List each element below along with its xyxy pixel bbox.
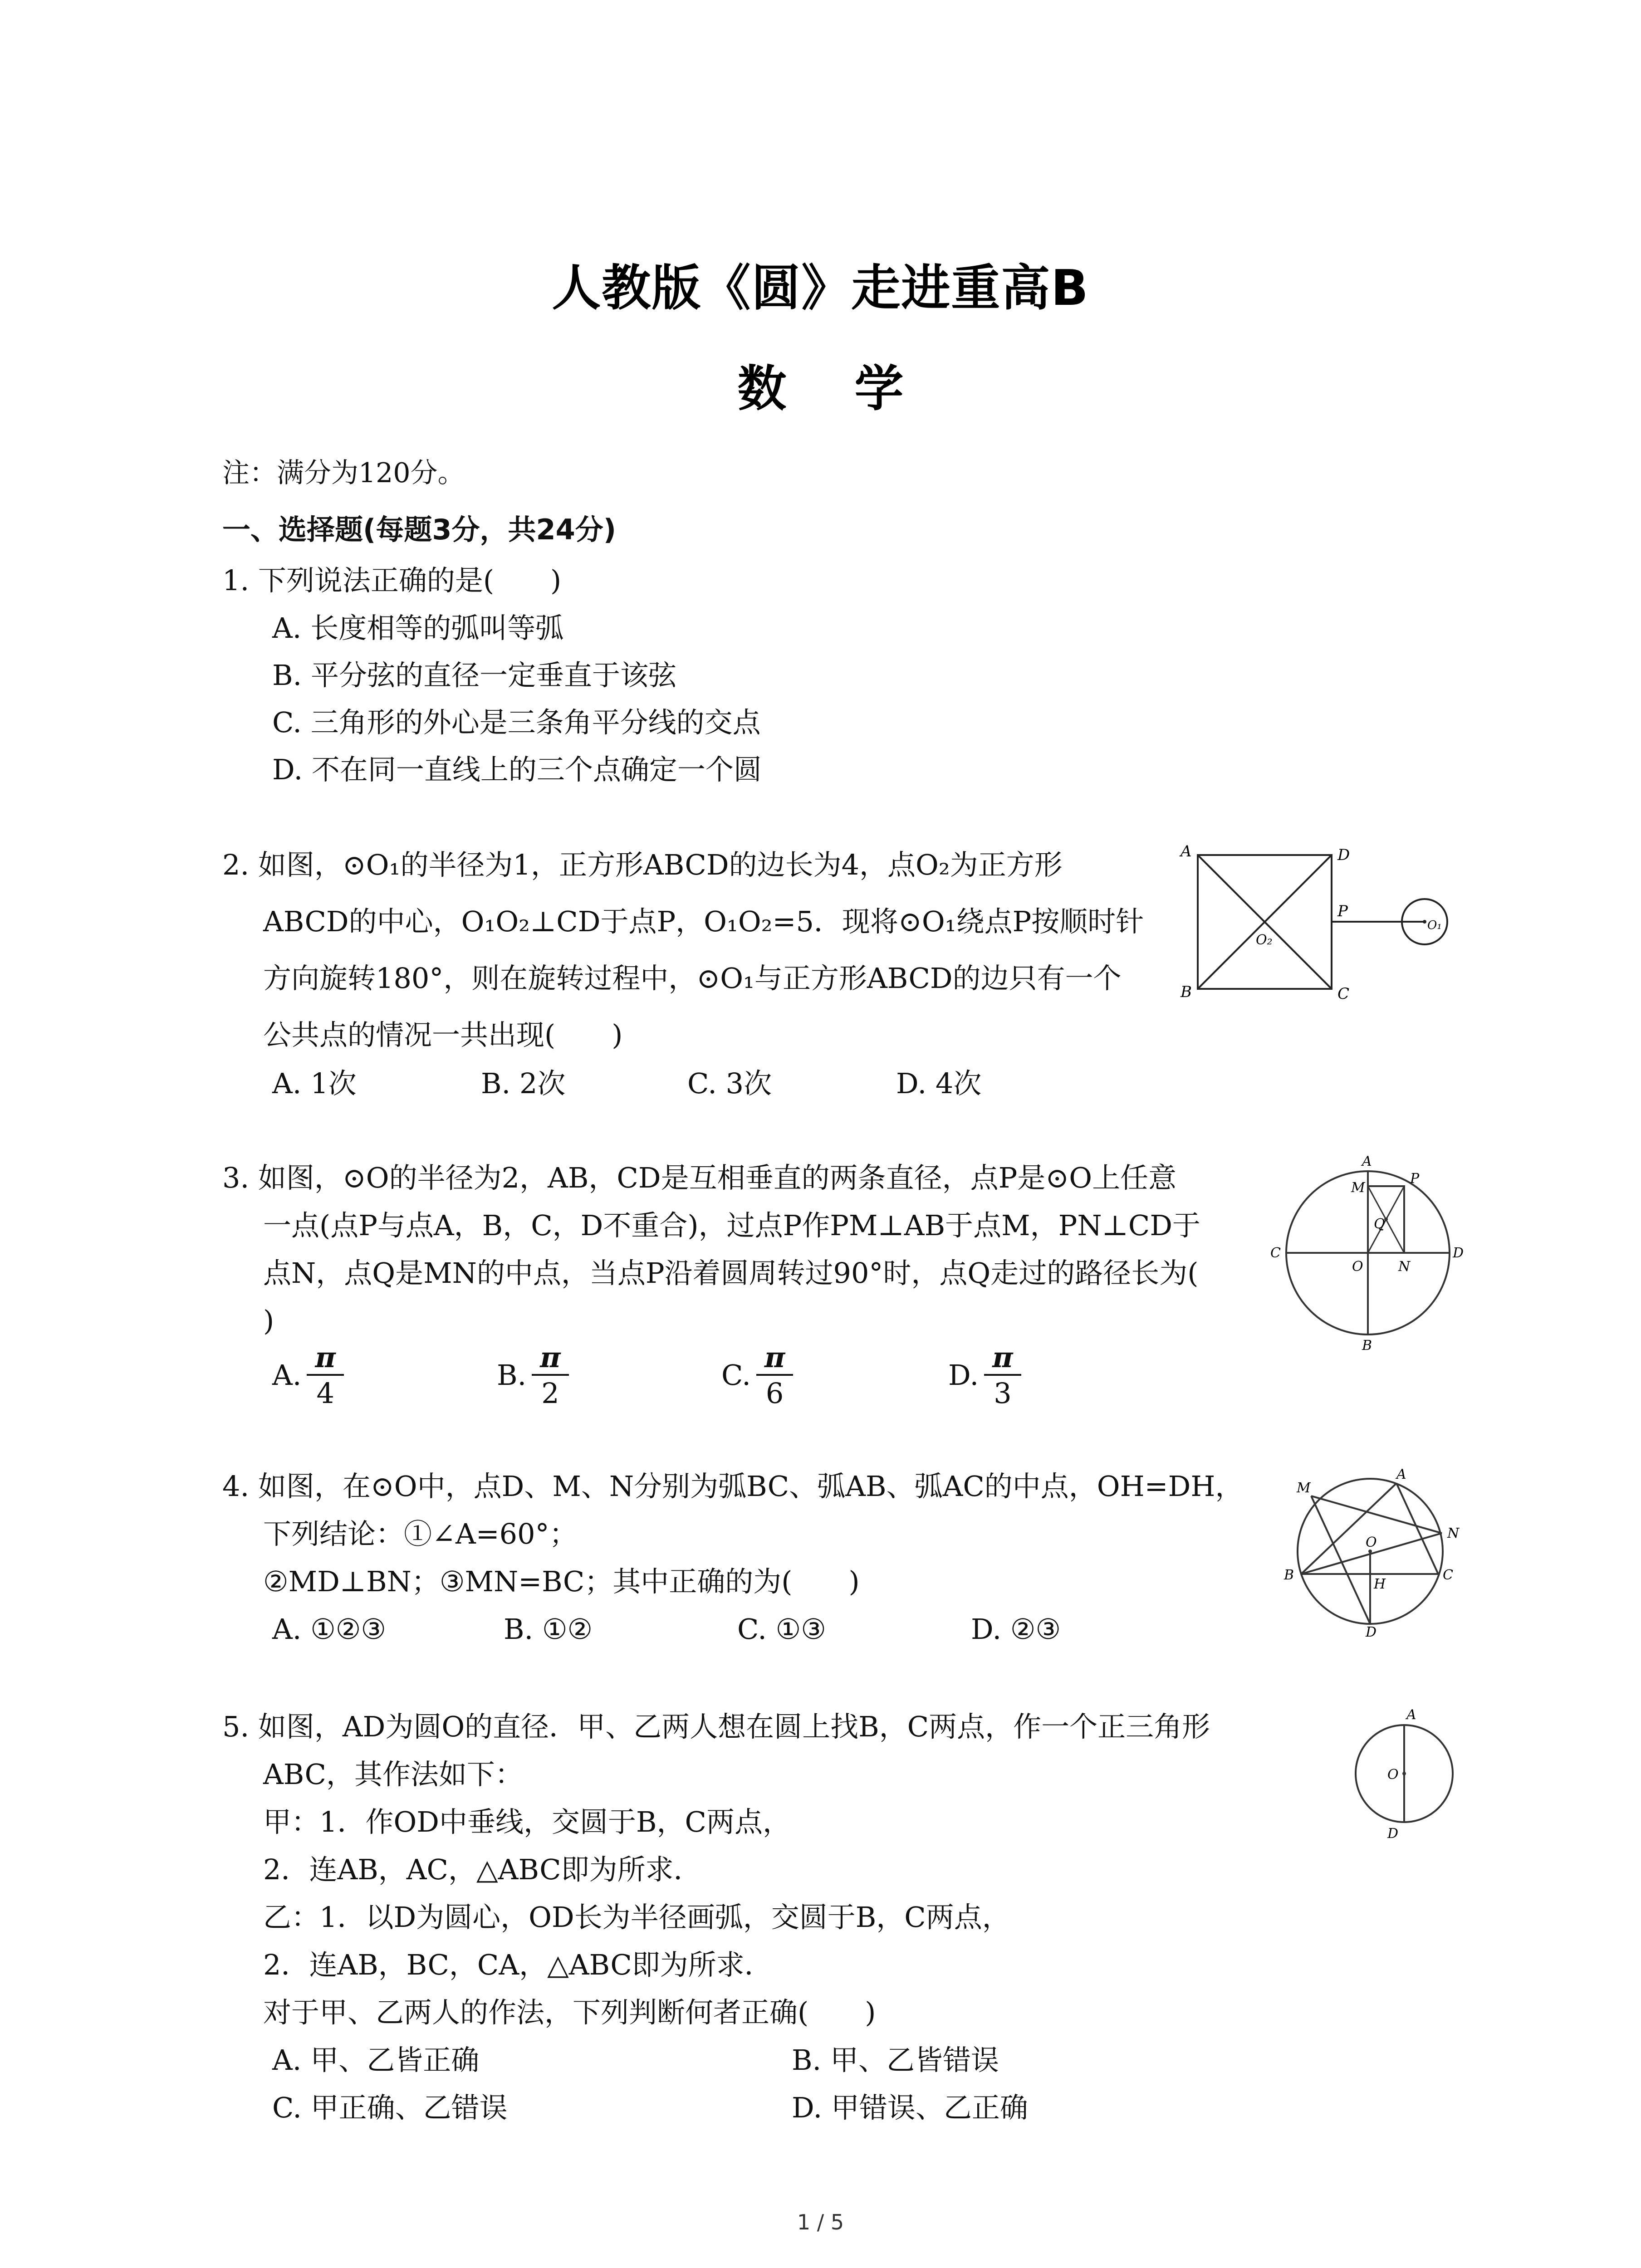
q3-label-a: A	[1362, 1154, 1372, 1169]
q3-label-m: M	[1351, 1180, 1365, 1196]
q4-option-b: B. ①②	[504, 1613, 593, 1646]
q3-option-b-num: π	[532, 1343, 568, 1376]
q3-option-d-den: 3	[994, 1377, 1012, 1410]
q4-label-a: A	[1396, 1466, 1406, 1482]
q3-option-a-num: π	[307, 1343, 343, 1376]
q5-option-a: A. 甲、乙皆正确	[272, 2043, 480, 2077]
q5-option-b: B. 甲、乙皆错误	[792, 2043, 999, 2077]
q3-option-b-den: 2	[541, 1377, 559, 1410]
q4-option-c: C. ①③	[737, 1613, 826, 1646]
q1-stem: 1. 下列说法正确的是( )	[222, 564, 562, 597]
q5-line-3: 甲：1．作OD中垂线，交圆于B，C两点，	[263, 1805, 791, 1838]
score-note: 注：满分为120分。	[222, 457, 465, 489]
q3-label-c: C	[1270, 1245, 1281, 1261]
q2-label-o2: O₂	[1256, 932, 1273, 948]
q3-label-p: P	[1410, 1171, 1420, 1187]
q2-label-a: A	[1181, 842, 1192, 860]
q1-option-c: C. 三角形的外心是三条角平分线的交点	[272, 706, 761, 739]
q2-option-d: D. 4次	[896, 1067, 982, 1100]
q5-line-6: 2．连AB，BC，CA，△ABC即为所求．	[263, 1948, 773, 1981]
q4-label-b: B	[1284, 1567, 1294, 1583]
q1-option-b: B. 平分弦的直径一定垂直于该弦	[272, 659, 676, 692]
q3-option-c-den: 6	[765, 1377, 784, 1410]
subject-char-2: 学	[854, 361, 904, 417]
q3-option-a-den: 4	[316, 1377, 334, 1410]
q5-label-a: A	[1406, 1707, 1416, 1723]
q3-line-4: )	[263, 1304, 274, 1337]
q2-line-4: 公共点的情况一共出现( )	[263, 1018, 623, 1051]
q3-option-c-label: C.	[721, 1358, 751, 1392]
q2-line-3: 方向旋转180°，则在旋转过程中，⊙O₁与正方形ABCD的边只有一个	[263, 962, 1122, 995]
q4-label-h: H	[1374, 1576, 1386, 1592]
q2-line-2: ABCD的中心，O₁O₂⊥CD于点P，O₁O₂=5．现将⊙O₁绕点P按顺时针	[263, 905, 1144, 938]
q5-option-d: D. 甲错误、乙正确	[792, 2091, 1028, 2124]
q2-figure	[1171, 839, 1461, 1007]
q2-option-a: A. 1次	[272, 1067, 357, 1100]
q3-label-n: N	[1398, 1259, 1411, 1275]
q4-option-a: A. ①②③	[272, 1613, 386, 1646]
q3-option-d-num: π	[984, 1343, 1021, 1376]
q3-option-d	[948, 1343, 1021, 1408]
q3-option-b	[497, 1343, 569, 1408]
q4-option-d: D. ②③	[971, 1613, 1061, 1646]
q2-label-d: D	[1337, 846, 1350, 864]
q3-option-a-label: A.	[272, 1358, 302, 1392]
subject-char-1: 数	[737, 361, 787, 417]
q2-option-c: C. 3次	[687, 1067, 772, 1100]
q3-option-b-label: B.	[497, 1358, 527, 1392]
page-indicator: 1 / 5	[797, 2210, 844, 2234]
q2-line-1: 2. 如图，⊙O₁的半径为1，正方形ABCD的边长为4，点O₂为正方形	[222, 848, 1063, 881]
q5-line-5: 乙：1．以D为圆心，OD长为半径画弧，交圆于B，C两点，	[263, 1901, 1010, 1934]
q5-label-d: D	[1387, 1826, 1399, 1842]
q3-line-2: 一点(点P与点A，B，C，D不重合)，过点P作PM⊥AB于点M，PN⊥CD于	[263, 1209, 1201, 1242]
q4-label-o: O	[1366, 1535, 1377, 1550]
q4-line-2: 下列结论：①∠A=60°；	[263, 1517, 578, 1550]
subject-heading	[0, 349, 1641, 420]
q5-figure	[1338, 1696, 1470, 1851]
q4-line-1: 4. 如图，在⊙O中，点D、M、N分别为弧BC、弧AB、弧AC的中点，OH=DH，	[222, 1470, 1244, 1503]
section-heading: 一、选择题(每题3分，共24分)	[222, 513, 617, 546]
q3-option-a	[272, 1343, 344, 1408]
q5-option-c: C. 甲正确、乙错误	[272, 2091, 508, 2124]
q3-label-b: B	[1362, 1338, 1372, 1352]
q3-label-d: D	[1453, 1245, 1464, 1261]
q3-label-o: O	[1352, 1259, 1363, 1275]
q2-label-o1: O₁	[1427, 919, 1442, 932]
q5-line-1: 5. 如图，AD为圆O的直径．甲、乙两人想在圆上找B，C两点，作一个正三角形	[222, 1710, 1210, 1743]
q2-option-b: B. 2次	[481, 1067, 566, 1100]
q4-label-n: N	[1447, 1525, 1460, 1541]
q5-line-4: 2．连AB，AC，△ABC即为所求．	[263, 1853, 702, 1886]
q4-label-d: D	[1366, 1624, 1377, 1637]
q3-figure	[1257, 1152, 1479, 1352]
q2-label-p: P	[1337, 902, 1348, 920]
q3-option-c	[721, 1343, 793, 1408]
q3-line-3: 点N，点Q是MN的中点，当点P沿着圆周转过90°时，点Q走过的路径长为(	[263, 1256, 1199, 1290]
q3-option-c-fraction	[756, 1343, 793, 1408]
q3-option-c-num: π	[756, 1343, 793, 1376]
q1-option-d: D. 不在同一直线上的三个点确定一个圆	[272, 753, 762, 786]
q4-label-c: C	[1443, 1567, 1453, 1583]
q4-figure	[1275, 1465, 1474, 1637]
q3-option-d-label: D.	[948, 1358, 979, 1392]
q1-option-a: A. 长度相等的弧叫等弧	[272, 611, 564, 645]
q2-label-c: C	[1337, 985, 1350, 1003]
q5-line-2: ABC，其作法如下：	[263, 1758, 523, 1791]
q3-option-d-fraction	[984, 1343, 1021, 1408]
q5-label-o: O	[1387, 1767, 1399, 1783]
q3-line-1: 3. 如图，⊙O的半径为2，AB，CD是互相垂直的两条直径，点P是⊙O上任意	[222, 1161, 1177, 1194]
q3-option-b-fraction	[532, 1343, 568, 1408]
q3-option-a-fraction	[307, 1343, 343, 1408]
q5-line-7: 对于甲、乙两人的作法，下列判断何者正确( )	[263, 1996, 876, 2029]
q4-label-m: M	[1297, 1480, 1311, 1496]
q2-label-b: B	[1181, 983, 1192, 1001]
q3-label-q: Q	[1374, 1216, 1385, 1232]
document-title: 人教版《圆》走进重高B	[552, 260, 1089, 317]
q4-line-3: ②MD⊥BN；③MN=BC；其中正确的为( )	[263, 1565, 860, 1598]
